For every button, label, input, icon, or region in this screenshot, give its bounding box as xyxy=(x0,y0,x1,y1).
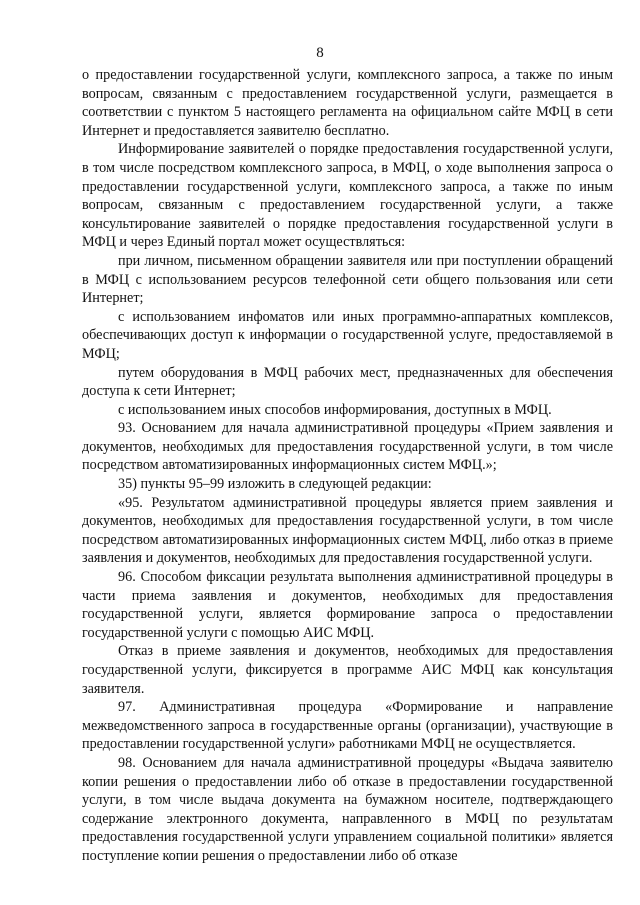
paragraph-item-95: «95. Результатом административной процедуры является прием заявления и документов, необходимых для предоставления государственной услуги, в том числе посредством автоматизированных информационных систем МФЦ, либо отказ в приеме заявления и документов, необходимых для предоставления государственной услуги. xyxy=(82,494,613,567)
paragraph-personal-appeal: при личном, письменном обращении заявителя или при поступлении обращений в МФЦ с использованием ресурсов телефонной сети общего пользования или сети Интернет; xyxy=(82,252,613,307)
paragraph-item-96: 96. Способом фиксации результата выполнения административной процедуры в части приема заявления и документов, необходимых для предоставления государственной услуги, является формирование запроса о предоставлении государственной услуги с помощью АИС МФЦ. xyxy=(82,569,613,641)
paragraph-workstations: путем оборудования в МФЦ рабочих мест, предназначенных для обеспечения доступа к сети Интернет; xyxy=(82,364,613,400)
paragraph-informing-applicants: Информирование заявителей о порядке предоставления государственной услуги, в том числе посредством комплексного запроса, в МФЦ, о ходе выполнения запроса о предоставлении государственной услуги, комплексного запроса, а также по иным вопросам, связанным с предоставлением государственной услуги, а также консультирование заявителей о порядке предоставления государственной услуги в МФЦ и через Единый портал может осуществляться: xyxy=(82,141,613,251)
paragraph-item-93: 93. Основанием для начала административной процедуры «Прием заявления и документов, необходимых для предоставления государственной услуги, в том числе посредством автоматизированных информационных систем МФЦ.»; xyxy=(82,420,613,474)
paragraph-infomats: с использованием инфоматов или иных программно-аппаратных комплексов, обеспечивающих доступ к информации о государственной услуге, предоставляемой в МФЦ; xyxy=(82,308,613,362)
paragraph-intro-continuation: о предоставлении государственной услуги, комплексного запроса, а также по иным вопросам, связанным с предоставлением государственной услуги, размещается в соответствии с пунктом 5 настоящего регламента на официальном сайте МФЦ в сети Интернет и предоставляется заявителю бесплатно. xyxy=(82,67,613,139)
paragraph-amendment-35: 35) пункты 95–99 изложить в следующей редакции: xyxy=(118,476,432,493)
paragraph-other-methods: с использованием иных способов информирования, доступных в МФЦ. xyxy=(118,401,552,418)
paragraph-item-97: 97. Административная процедура «Формирование и направление межведомственного запроса в государственные органы (организации), участвующие в предоставлении государственной услуги» работниками МФЦ не осуществляется. xyxy=(82,699,613,753)
paragraph-refusal-recording: Отказ в приеме заявления и документов, необходимых для предоставления государственной услуги, фиксируется в программе АИС МФЦ как консультация заявителя. xyxy=(82,643,613,697)
document-body xyxy=(82,66,613,866)
paragraph-item-98: 98. Основанием для начала административной процедуры «Выдача заявителю копии решения о предоставлении либо об отказе в предоставлении государственной услуги, в том числе выдача документа на бумажном носителе, подтверждающего содержание электронного документа, направленного в МФЦ по результатам предоставления государственной услуги управлением социальной политики» является поступление копии решения о предоставлении либо об отказе xyxy=(82,754,613,864)
page-number: 8 xyxy=(316,45,324,61)
